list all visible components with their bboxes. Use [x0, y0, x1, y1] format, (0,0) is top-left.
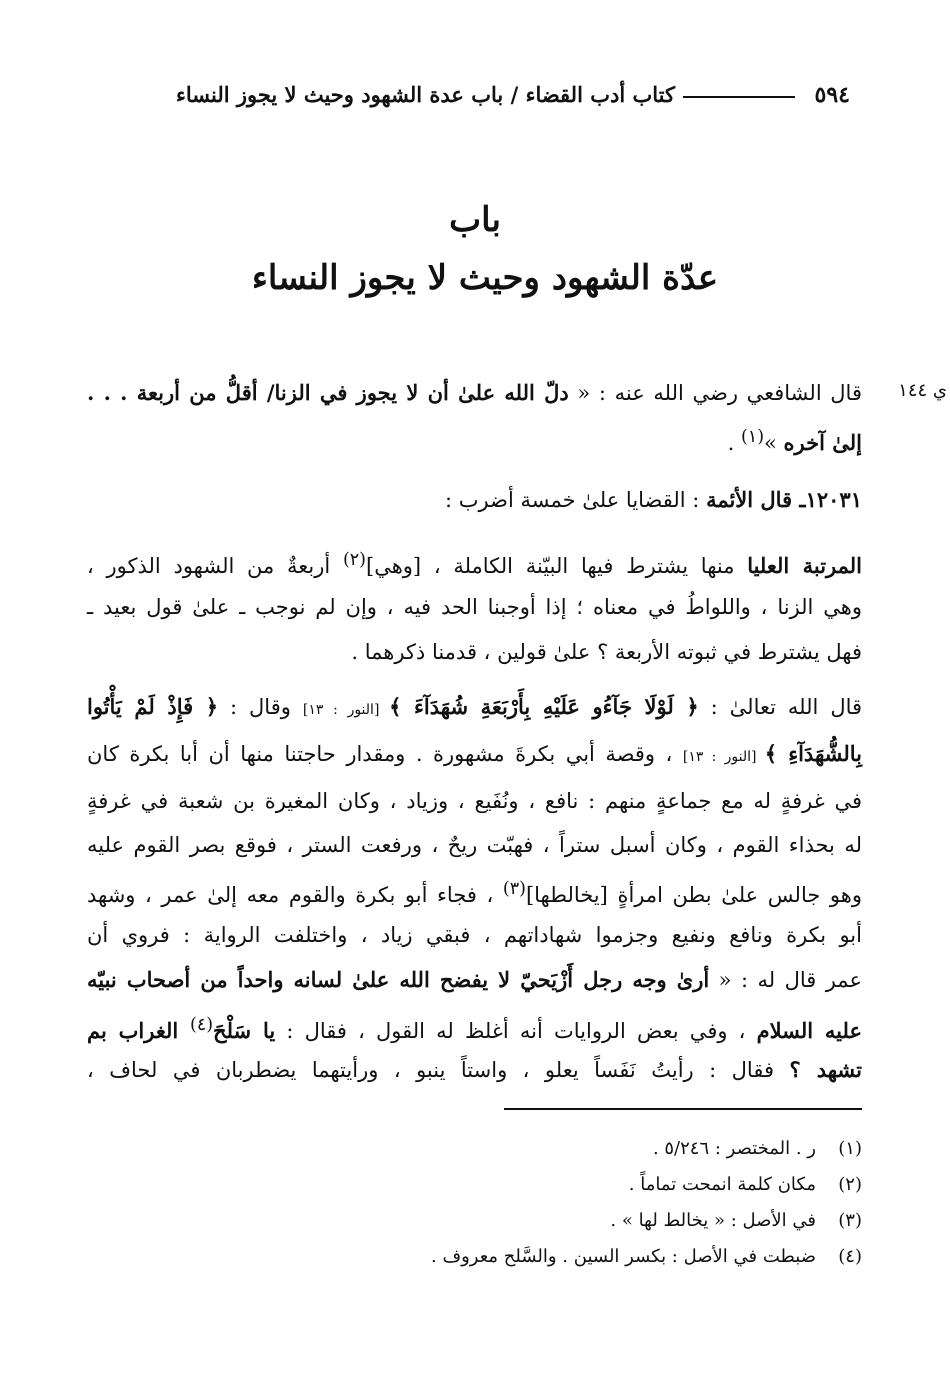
bold-span: دلّ الله علىٰ أن لا يجوز في الزنا/ أقلُّ من أربعة . . .: [87, 380, 569, 405]
text-span: منها يشترط فيها البيّنة الكاملة ، [وهي]: [366, 554, 748, 578]
bold-span: أرىٰ وجه رجل أَزْيَحيّ لا يفضح الله علىٰ لسانه واحداً من أصحاب نبيّه: [87, 967, 710, 992]
body-line: [87, 690, 862, 727]
section-number: ١٢٠٣١ـ قال الأئمة: [706, 487, 862, 512]
page-number: ٥٩٤: [814, 82, 850, 108]
body-line: فهل يشترط في ثبوته الأربعة ؟ علىٰ قولين ، قدمنا ذكرهما .: [351, 640, 862, 664]
footnote-ref: (١): [740, 427, 765, 447]
footnote-separator: [504, 1108, 862, 1110]
footnote-number: (١): [838, 1138, 862, 1159]
bold-span: يا سَلْحَ: [213, 1018, 276, 1043]
text-span: وهو جالس علىٰ بطن امرأةٍ [يخالطها]: [525, 883, 862, 907]
bold-span: المرتبة العليا: [747, 553, 862, 578]
text-span: ، وفي بعض الروايات أنه أغلظ له القول ، فقال :: [275, 1019, 757, 1043]
quran-citation: [النور : ١٣]: [682, 749, 765, 765]
body-line: [87, 543, 862, 583]
body-line: له بحذاء القوم ، وكان أسبل ستراً ، فهبّت ريحٌ ، ورفعت الستر ، فوقع بصر القوم عليه: [87, 833, 863, 857]
text-span: ، فجاء أبو بكرة والقوم معه إلىٰ عمر ، وشهد: [87, 883, 503, 907]
bold-span: الغراب بم: [87, 1018, 190, 1043]
quran-quote: ﴿ فَإِذْ لَمْ يَأْتُوا: [87, 694, 219, 719]
footnote-ref: (٤): [189, 1015, 214, 1035]
body-line: [87, 483, 862, 517]
footnote-text: ر . المختصر : ٥/٢٤٦ .: [652, 1138, 816, 1159]
header-rule: [683, 96, 795, 98]
body-line: [87, 737, 862, 774]
bold-span: إلىٰ آخره: [783, 430, 862, 455]
quran-citation: [النور : ١٣]: [302, 702, 390, 718]
text-span: قال الله تعالىٰ :: [698, 695, 863, 719]
quran-quote: بِالشُّهَدَآءِ ﴾: [764, 741, 862, 766]
footnote: [87, 1207, 862, 1235]
text-span: »: [764, 431, 784, 455]
text-span: قال الشافعي رضي الله عنه : «: [568, 381, 862, 405]
body-line: في غرفةٍ له مع جماعةٍ منهم : نافع ، ونُفَيع ، وزياد ، وكان المغيرة بن شعبة في غرفةٍ: [87, 789, 862, 813]
margin-reference: ي ١٤٤: [898, 380, 947, 401]
footnote-text: مكان كلمة انمحت تماماً .: [628, 1174, 816, 1195]
body-line: [87, 1008, 862, 1048]
bold-span: عليه السلام: [756, 1018, 862, 1043]
text-span: وقال :: [218, 695, 303, 719]
footnote-ref: (٢): [342, 550, 366, 570]
text-span: : القضايا علىٰ خمسة أضرب :: [445, 488, 707, 512]
body-line: [87, 963, 862, 997]
body-line: [87, 420, 862, 460]
footnote-number: (٢): [838, 1174, 862, 1195]
text-span: أربعةٌ من الشهود الذكور ،: [87, 554, 343, 578]
footnote-text: ضبطت في الأصل : بكسر السين . والسَّلح معروف .: [431, 1246, 816, 1267]
quran-quote: ﴿ لَوْلَا جَآءُو عَلَيْهِ بِأَرْبَعَةِ شُهَدَآءَ ﴾: [389, 694, 699, 719]
footnote-text: في الأصل : « يخالط لها » .: [610, 1210, 816, 1231]
text-span: فقال : رأيتُ نَفَساً يعلو ، واستاً ينبو ، ورأيتهما يضطربان في لحاف ،: [87, 1058, 790, 1082]
body-line: [87, 376, 862, 410]
footnote: [87, 1135, 862, 1163]
body-line: [87, 1053, 862, 1087]
body-line: [87, 872, 862, 912]
page-header: [90, 82, 850, 122]
chapter-heading-label: باب: [449, 200, 501, 240]
chapter-heading-title: عدّة الشهود وحيث لا يجوز النساء: [251, 258, 719, 298]
footnote-number: (٤): [838, 1246, 862, 1267]
text-span: عمر قال له : «: [709, 968, 862, 992]
bold-span: تشهد ؟: [789, 1057, 862, 1082]
footnote-number: (٣): [838, 1210, 862, 1231]
footnote: [87, 1243, 862, 1271]
body-line: أبو بكرة ونافع ونفيع وجزموا شهاداتهم ، فبقي زياد ، واختلفت الرواية : فروي أن: [87, 923, 862, 947]
body-line: وهي الزنا ، واللواطُ في معناه ؛ إذا أوجبنا الحد فيه ، وإن لم نوجب ـ علىٰ قول بعيد ـ: [87, 595, 862, 619]
footnote: [87, 1171, 862, 1199]
text-span: ، وقصة أبي بكرةَ مشهورة . ومقدار حاجتنا منها أن أبا بكرة كان: [87, 742, 683, 766]
text-span: .: [727, 431, 741, 455]
footnote-ref: (٣): [502, 879, 526, 899]
running-title: كتاب أدب القضاء / باب عدة الشهود وحيث لا يجوز النساء: [175, 82, 675, 107]
